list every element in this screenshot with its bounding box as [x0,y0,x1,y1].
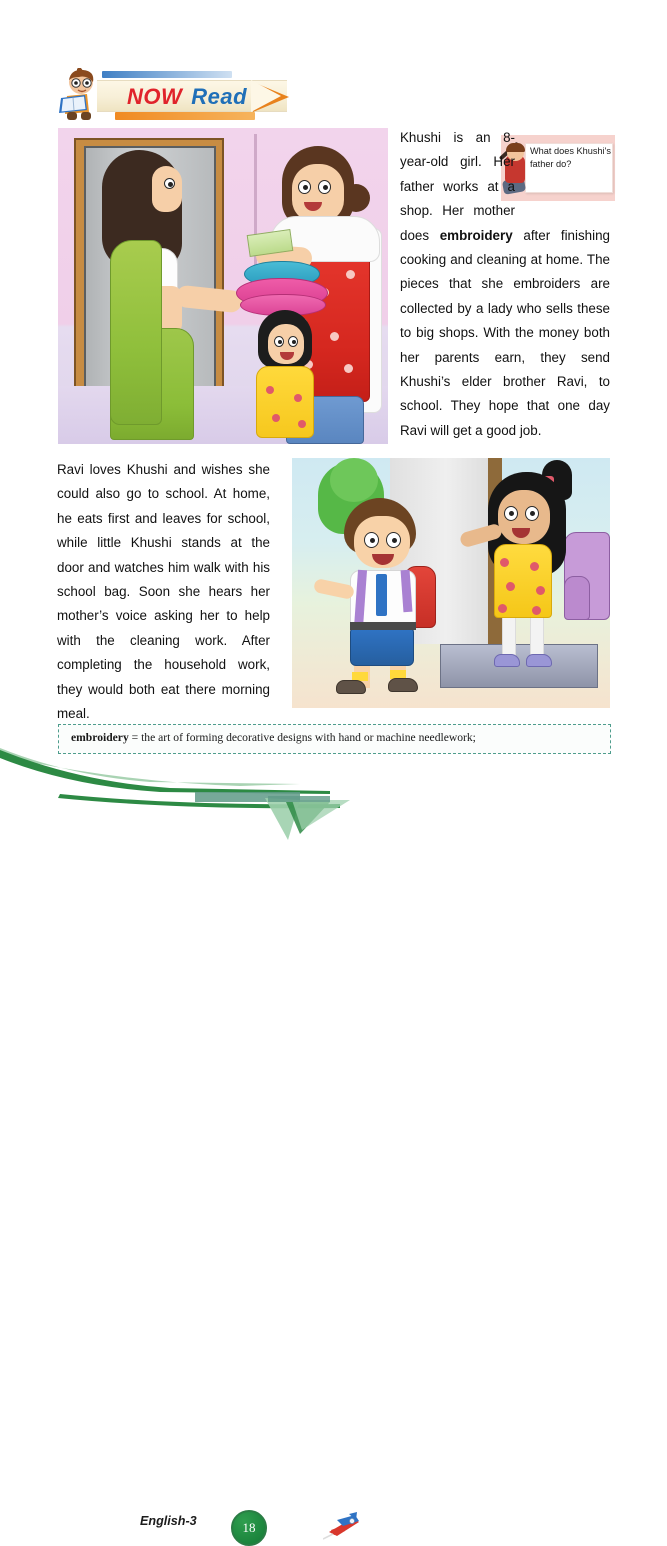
airplane-icon [323,1512,365,1542]
boy-arm [313,578,355,600]
banner-word-read: Read [191,84,248,109]
passage-text-a: Khushi is an 8-year-old girl. Her father works [400,130,515,194]
dress-dot [294,394,302,402]
woman-green-sari [110,240,162,425]
dress-dot [530,562,539,571]
girl-leg-right [530,616,544,658]
dress-dot [532,606,541,615]
girl-eye-right [288,336,298,347]
banner-text [127,82,287,112]
question-text: What does Khushi's father do? [530,146,611,170]
dress-dot [298,420,306,428]
dress-dot [498,604,507,613]
boy-reading-book-icon [57,68,115,122]
girl-shoe-right [526,654,552,667]
passage-text-d: Ravi loves Khushi and wishes she could also go to school. At home, he eats first and leaves for school, while little Khushi stands at the door and watches him walk with his school bag. Soon she hears her mother’s voice asking her to help with the cleaning work. After completing the household work, they would both eat there morning meal. [57,462,270,722]
passage-paragraph-one [400,126,610,443]
woman-green-eye [164,178,175,189]
page-number: 18 [242,1520,256,1535]
passage-text-c: after finishing cooking and cleaning at home. The pieces that she embroiders are collected by a lady who sells these to big shops. With the money both her parents earn, they send Khushi’s elder brother Ravi, to school. They hope that one day Ravi will get a good job. [400,227,610,438]
dress-dot [536,586,545,595]
boy-shorts [350,628,414,666]
footnote-line [71,731,476,744]
girl-leg-left [502,616,516,658]
kurta-motif [344,364,353,373]
banner-orange-bar [115,112,255,120]
girl-eye-left [504,506,518,521]
book-label: English-3 [140,1514,197,1528]
kurta-motif [330,332,339,341]
footnote-term: embroidery [71,731,129,744]
passage-bold-embroidery: embroidery [439,227,513,243]
woman-red-eye-left [298,180,311,194]
page-footer [0,748,667,1535]
girl-shoe-left [494,654,520,667]
boy-belt [350,622,416,630]
boy-leaving-for-school-illustration [292,458,610,708]
banner-word-now: NOW [127,84,183,109]
woman-red-eye-right [318,180,331,194]
boy-eye-left [364,532,379,548]
girl-yellow-dress [256,366,314,438]
banner-blue-bar [102,71,232,78]
boy-shoe-left [336,680,366,694]
woman-red-face [292,164,344,222]
page-number-badge [231,1510,267,1546]
boy-necktie [376,574,387,616]
passage-paragraph-two [57,458,270,726]
passage-text-b: at a shop. Her mother does [400,178,515,243]
dress-dot [266,386,274,394]
sofa-arm [564,576,590,620]
kurta-motif [346,270,355,279]
girl-eye-left [274,336,284,347]
dress-dot [506,582,515,591]
bush-top [330,458,378,502]
now-read-banner [57,66,307,122]
mother-handing-embroidered-cloth-illustration [58,128,388,444]
dress-dot [500,558,509,567]
footnote-definition: = the art of forming decorative designs with hand or machine needlework; [128,731,476,744]
boy-eye-right [386,532,401,548]
dress-dot [272,414,280,422]
girl-eye-right [525,506,539,521]
footer-decoration [0,748,667,847]
woman-green-face [152,166,182,212]
callout-text-wrap-spacer [515,126,610,204]
boy-shoe-right [388,678,418,692]
woman-red-bun [342,184,370,212]
